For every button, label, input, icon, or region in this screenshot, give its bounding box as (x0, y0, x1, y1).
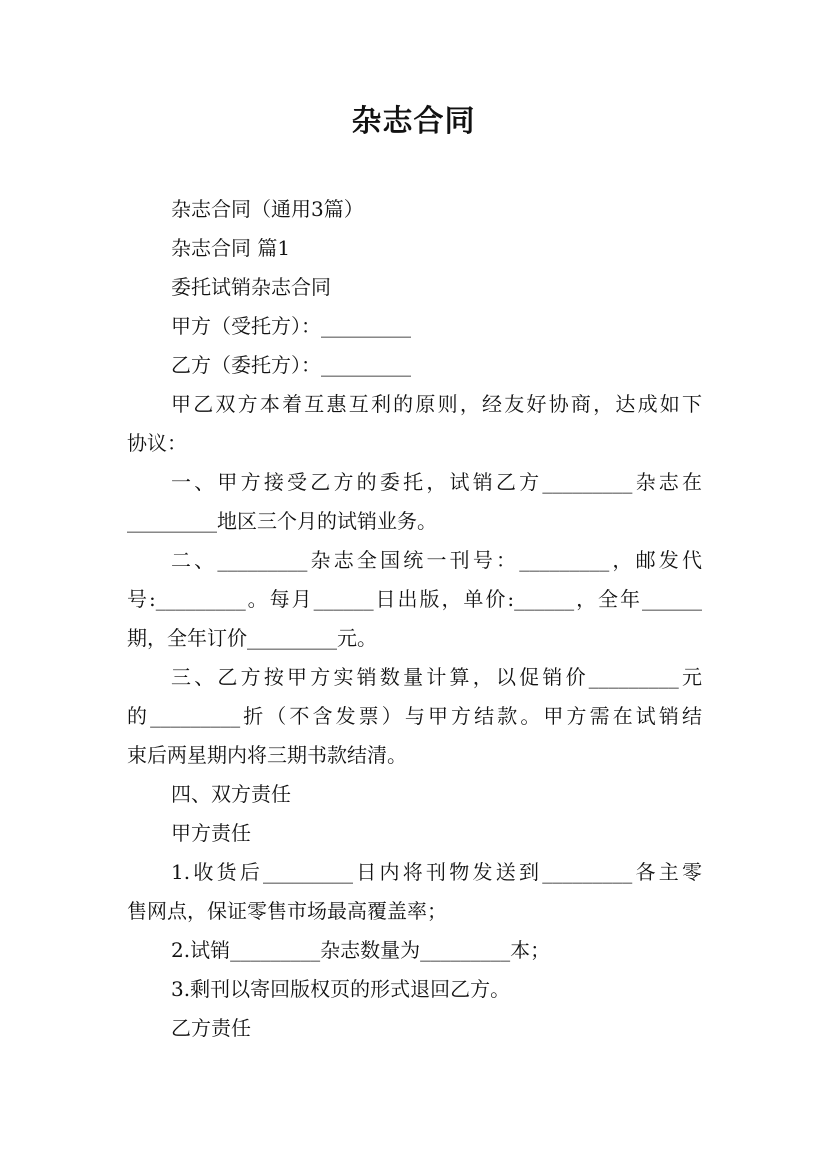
paragraph-line: 的_________折（不含发票）与甲方结款。甲方需在试销结 (127, 704, 702, 728)
paragraph-line: 杂志合同（通用3篇） (171, 197, 364, 221)
paragraph-line: 3.剩刊以寄回版权页的形式退回乙方。 (171, 977, 511, 1001)
paragraph-line: 杂志合同 篇1 (171, 236, 291, 260)
paragraph-line: 乙方（委托方）：_________ (171, 353, 411, 377)
paragraph-line: 协议： (127, 431, 187, 455)
paragraph-line: 售网点，保证零售市场最高覆盖率； (127, 899, 447, 923)
paragraph-line: 甲方责任 (171, 821, 251, 845)
document-title: 杂志合同 (351, 104, 476, 139)
paragraph-line: 号:_________。每月______日出版，单价:______，全年______ (127, 587, 702, 611)
paragraph-line: 1.收货后_________日内将刊物发送到_________各主零 (171, 860, 702, 884)
paragraph-line: 束后两星期内将三期书款结清。 (127, 743, 407, 767)
paragraph-line: 委托试销杂志合同 (171, 275, 331, 299)
paragraph-line: 期，全年订价_________元。 (127, 626, 377, 650)
paragraph-line: 乙方责任 (171, 1016, 251, 1040)
paragraph-line: 二、_________杂志全国统一刊号：_________，邮发代 (171, 548, 702, 572)
paragraph-line: 四、双方责任 (171, 782, 291, 806)
paragraph-line: _________地区三个月的试销业务。 (127, 509, 437, 533)
paragraph-line: 甲乙双方本着互惠互利的原则，经友好协商，达成如下 (171, 392, 702, 416)
paragraph-line: 三、乙方按甲方实销数量计算，以促销价_________元 (171, 665, 702, 689)
paragraph-line: 2.试销_________杂志数量为_________本； (171, 938, 551, 962)
paragraph-line: 甲方（受托方）：_________ (171, 314, 411, 338)
document-body (127, 190, 702, 1048)
paragraph-line: 一、甲方接受乙方的委托，试销乙方_________杂志在 (171, 470, 702, 494)
